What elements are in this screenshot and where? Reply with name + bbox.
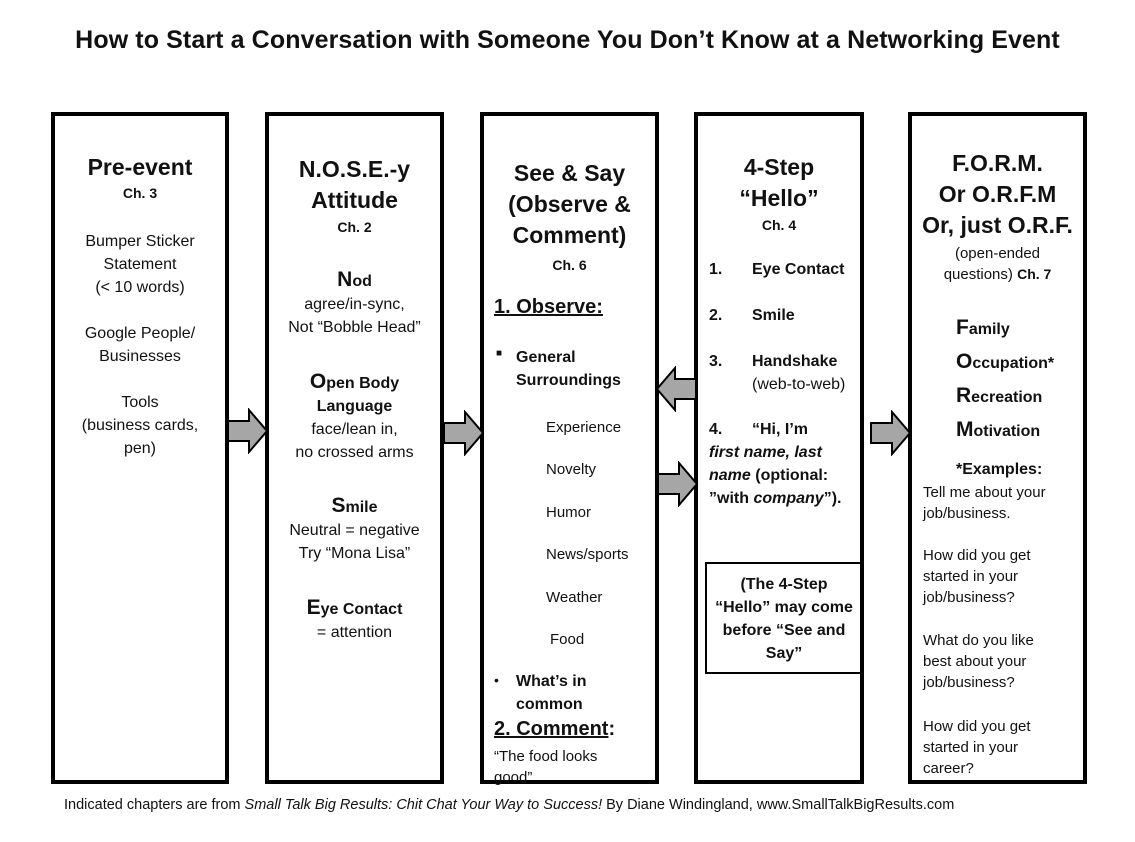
footer-citation <box>64 797 954 813</box>
see-say-heading <box>484 158 655 251</box>
right-arrow-icon <box>870 410 912 456</box>
column-see-and-say <box>480 112 659 784</box>
column-four-step-hello <box>694 112 864 784</box>
form-rest: amily <box>968 321 1010 338</box>
see-say-chapter: Ch. 6 <box>552 257 587 273</box>
sub-item-weather: Weather <box>546 589 603 606</box>
hello-chapter: Ch. 4 <box>761 217 797 233</box>
form-list <box>956 312 1054 448</box>
step-3-num: 3. <box>709 353 723 370</box>
right-arrow-icon <box>227 408 269 454</box>
open-body-item <box>269 370 440 464</box>
example-4 <box>923 716 1031 779</box>
heading-line: F.O.R.M. <box>952 150 1043 176</box>
smile-rest: mile <box>345 499 378 516</box>
smile-line: Neutral = negative <box>289 522 420 539</box>
questions-text: questions) <box>943 266 1013 283</box>
heading-line: 4-Step <box>743 154 815 180</box>
open-rest: pen Body <box>326 375 400 392</box>
column-pre-event <box>51 112 229 784</box>
example-3 <box>923 630 1034 693</box>
general-surroundings <box>516 346 621 392</box>
tools-item <box>55 391 225 460</box>
heading-line: Comment) <box>512 222 627 248</box>
example-line: What do you like <box>923 632 1034 649</box>
form-item-family <box>956 312 1054 346</box>
right-arrow-icon <box>657 461 699 507</box>
page-title: How to Start a Conversation with Someone You Don’t Know at a Networking Event <box>75 26 1060 54</box>
sub-item-novelty: Novelty <box>546 461 597 478</box>
form-item-recreation <box>956 380 1054 414</box>
comment-example <box>494 746 597 788</box>
form-initial: O <box>956 350 973 373</box>
heading-line: Or O.R.F.M <box>938 181 1057 207</box>
step-4-line: first name, last <box>709 444 822 461</box>
square-bullet-icon: ■ <box>496 348 503 359</box>
form-rest: otivation <box>973 423 1041 440</box>
optional-text: (optional: <box>750 467 829 484</box>
note-line: “Hello” may come <box>715 599 853 616</box>
form-rest: ecreation <box>971 389 1043 406</box>
form-initial: R <box>956 384 972 407</box>
form-item-motivation <box>956 414 1054 448</box>
whats-in-common <box>516 670 587 716</box>
item-line: Statement <box>103 256 177 273</box>
eye-rest: ye Contact <box>320 601 403 618</box>
smile-line: Try “Mona Lisa” <box>298 545 411 562</box>
sub-line: (open-ended <box>954 245 1041 262</box>
open-rest2: Language <box>316 398 393 415</box>
item-line: Bumper Sticker <box>85 233 195 250</box>
company-italic: company <box>753 490 824 507</box>
item-line: pen) <box>123 440 157 457</box>
step-3-text <box>752 350 845 396</box>
smile-label <box>269 494 440 519</box>
footer-author: By Diane Windingland, www.SmallTalkBigResults.com <box>602 797 955 813</box>
closing-text: ”). <box>823 490 842 507</box>
open-line: no crossed arms <box>295 444 414 461</box>
nod-label <box>269 268 440 293</box>
sub-item-food: Food <box>550 631 585 648</box>
item-line: Businesses <box>99 348 181 365</box>
common-line: common <box>516 696 583 713</box>
footer-book-title: Small Talk Big Results: Chit Chat Your Way to Success! <box>244 797 603 813</box>
example-line: started in your <box>923 739 1019 756</box>
heading-line: “Hello” <box>739 185 819 211</box>
open-initial: O <box>309 370 327 393</box>
form-initial: F <box>956 316 969 339</box>
item-line: Google People/ <box>84 325 196 342</box>
example-line: job/business. <box>923 505 1011 522</box>
sub-item-experience: Experience <box>546 419 622 436</box>
bumper-sticker-item <box>55 230 225 299</box>
eye-initial: E <box>306 596 321 619</box>
item-line: (< 10 words) <box>95 279 185 296</box>
heading-line: Attitude <box>311 187 398 213</box>
example-line: Tell me about your <box>923 484 1046 501</box>
left-arrow-icon <box>655 366 697 412</box>
step-2-num: 2. <box>709 307 723 324</box>
example-line: started in your <box>923 568 1019 585</box>
form-rest: ccupation* <box>972 355 1055 372</box>
form-initial: M <box>956 418 974 441</box>
form-item-occupation <box>956 346 1054 380</box>
column-form <box>908 112 1087 784</box>
form-heading <box>912 148 1083 241</box>
example-2 <box>923 545 1031 608</box>
example-line: job/business? <box>923 674 1015 691</box>
nod-item <box>269 268 440 339</box>
column-nosey-attitude <box>265 112 444 784</box>
example-line: “The food looks <box>494 748 598 765</box>
google-item <box>55 322 225 368</box>
common-line: What’s in <box>516 673 587 690</box>
nosey-heading <box>269 154 440 216</box>
step-3-sub: (web-to-web) <box>752 376 846 393</box>
hello-note-box <box>705 562 863 674</box>
eye-contact-item <box>269 596 440 644</box>
step-4-line <box>709 487 859 510</box>
example-line: How did you get <box>923 718 1031 735</box>
examples-label: *Examples: <box>956 461 1043 478</box>
heading-line: Or, just O.R.F. <box>922 212 1073 238</box>
eye-line: = attention <box>316 624 393 641</box>
name-italic: name <box>709 467 751 484</box>
example-line: good” <box>494 769 533 786</box>
step-1-label: Eye Contact <box>752 261 845 278</box>
sub-line <box>912 264 1083 285</box>
heading-line: (Observe & <box>508 191 631 217</box>
round-bullet-icon: • <box>494 672 499 688</box>
note-line: (The 4-Step <box>740 576 828 593</box>
eye-label <box>269 596 440 621</box>
comment-label <box>494 718 615 741</box>
nod-initial: N <box>337 268 353 291</box>
nod-line: agree/in-sync, <box>304 296 405 313</box>
general-line: Surroundings <box>516 372 621 389</box>
pre-event-chapter: Ch. 3 <box>122 185 158 201</box>
sub-item-humor: Humor <box>546 504 592 521</box>
general-line: General <box>516 349 576 366</box>
smile-item <box>269 494 440 565</box>
step-4-line <box>709 464 859 487</box>
form-chapter: Ch. 7 <box>1017 266 1052 282</box>
sub-item-news: News/sports <box>546 546 629 563</box>
example-line: How did you get <box>923 547 1031 564</box>
step-4-num: 4. <box>709 421 723 438</box>
observe-label: 1. Observe: <box>494 296 603 318</box>
heading-line: N.O.S.E.-y <box>298 156 411 182</box>
comment-text: 2. Comment <box>494 718 609 740</box>
note-line: before “See and <box>722 622 846 639</box>
example-line: career? <box>923 760 974 777</box>
open-line: face/lean in, <box>311 421 398 438</box>
step-1-num: 1. <box>709 261 723 278</box>
example-1 <box>923 482 1046 524</box>
right-arrow-icon <box>443 410 485 456</box>
smile-initial: S <box>331 494 346 517</box>
with-text: ”with <box>709 490 754 507</box>
nod-rest: od <box>352 273 372 290</box>
hello-heading <box>698 152 860 214</box>
nosey-chapter: Ch. 2 <box>337 219 372 235</box>
open-label <box>269 370 440 395</box>
form-subtitle <box>912 243 1083 285</box>
pre-event-heading: Pre-event <box>87 154 193 180</box>
heading-line: See & Say <box>513 160 626 186</box>
example-line: best about your <box>923 653 1027 670</box>
item-line: Tools <box>121 394 159 411</box>
example-line: job/business? <box>923 589 1015 606</box>
step-4-label: “Hi, I’m <box>752 421 809 438</box>
step-2-label: Smile <box>752 307 795 324</box>
footer-text: Indicated chapters are from <box>64 797 245 813</box>
step-4-continued <box>709 441 859 510</box>
step-3-label: Handshake <box>752 353 838 370</box>
item-line: (business cards, <box>81 417 199 434</box>
note-line: Say” <box>765 645 803 662</box>
nod-line: Not “Bobble Head” <box>288 319 421 336</box>
comment-colon: : <box>608 718 616 740</box>
